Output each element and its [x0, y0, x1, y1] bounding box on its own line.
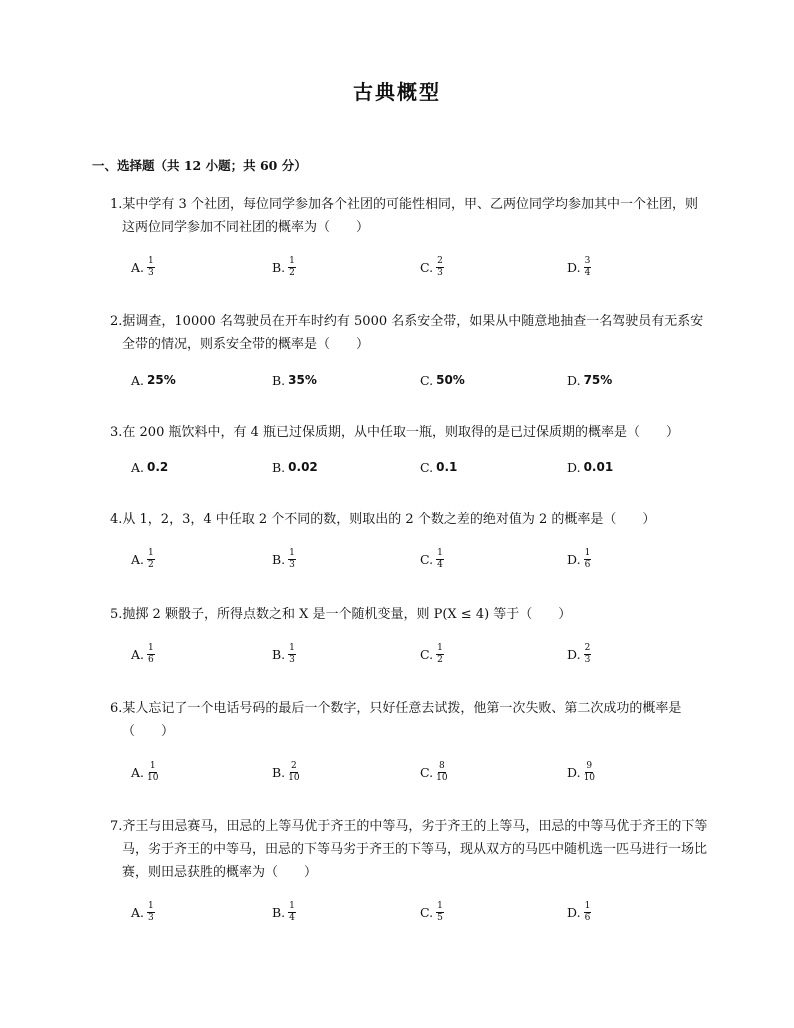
answer-option[interactable] — [272, 900, 296, 924]
fraction-numerator: 1 — [437, 900, 443, 911]
question-stem — [110, 603, 710, 626]
option-fraction — [147, 902, 155, 923]
question-stem — [110, 508, 710, 531]
option-fraction — [147, 257, 155, 278]
answer-option[interactable] — [420, 900, 444, 924]
answer-option[interactable] — [567, 760, 595, 784]
option-fraction — [288, 762, 299, 783]
answer-option[interactable] — [567, 255, 591, 279]
fraction-denominator: 6 — [584, 912, 591, 923]
answer-option[interactable] — [567, 368, 612, 392]
fraction-denominator: 10 — [288, 772, 300, 783]
question-text: 4.从 1，2，3，4 中任取 2 个不同的数，则取出的 2 个数之差的绝对值为 2 的概率是（ ） — [110, 512, 656, 527]
answer-option[interactable] — [272, 760, 300, 784]
option-label: B. — [272, 764, 286, 780]
answer-option[interactable] — [567, 642, 591, 666]
answer-option[interactable] — [420, 455, 457, 479]
option-label: A. — [131, 646, 145, 662]
option-label: D. — [567, 904, 581, 920]
option-label: D. — [567, 259, 581, 275]
fraction-denominator: 10 — [436, 772, 448, 783]
fraction-denominator: 3 — [584, 654, 591, 665]
option-row — [131, 455, 691, 479]
option-fraction — [436, 549, 444, 570]
option-label: B. — [272, 459, 286, 475]
option-label: A. — [131, 459, 145, 475]
question-stem — [110, 815, 710, 884]
option-label: A. — [131, 904, 145, 920]
fraction-numerator: 1 — [584, 900, 591, 911]
fraction-numerator: 3 — [584, 255, 591, 266]
fraction-numerator: 2 — [584, 642, 591, 653]
question-stem — [110, 421, 710, 444]
option-value: 75% — [583, 373, 613, 387]
option-value: 35% — [288, 373, 317, 387]
option-label: C. — [420, 551, 434, 567]
answer-option[interactable] — [131, 255, 155, 279]
option-label: D. — [567, 764, 581, 780]
fraction-denominator: 3 — [148, 912, 154, 923]
answer-option[interactable] — [131, 760, 158, 784]
option-fraction — [584, 257, 592, 278]
fraction-denominator: 3 — [148, 267, 154, 278]
option-fraction — [584, 549, 592, 570]
option-fraction — [584, 644, 592, 665]
option-fraction — [436, 644, 444, 665]
option-value: 25% — [147, 373, 176, 387]
answer-option[interactable] — [420, 760, 448, 784]
option-label: C. — [420, 646, 434, 662]
option-fraction — [288, 644, 296, 665]
option-label: D. — [567, 551, 581, 567]
question-text: 7.齐王与田忌赛马，田忌的上等马优于齐王的中等马，劣于齐王的上等马，田忌的中等马优于齐王的下等马，劣于齐王的中等马，田忌的下等马劣于齐王的下等马，现从双方的马匹中随机选一匹马进行一场比赛，则田忌获胜的概率为（ ） — [110, 819, 708, 880]
option-fraction — [288, 902, 296, 923]
fraction-denominator: 5 — [437, 912, 443, 923]
fraction-denominator: 4 — [289, 912, 295, 923]
option-fraction — [436, 902, 444, 923]
fraction-numerator: 1 — [289, 255, 295, 266]
fraction-numerator: 1 — [289, 547, 295, 558]
answer-option[interactable] — [131, 547, 155, 571]
option-label: B. — [272, 372, 286, 388]
answer-option[interactable] — [272, 642, 296, 666]
option-fraction — [288, 257, 296, 278]
option-row — [131, 368, 691, 392]
option-label: B. — [272, 551, 286, 567]
answer-option[interactable] — [131, 368, 176, 392]
option-label: C. — [420, 259, 434, 275]
option-fraction — [584, 762, 595, 783]
fraction-denominator: 2 — [437, 654, 443, 665]
answer-option[interactable] — [131, 455, 168, 479]
fraction-numerator: 1 — [148, 900, 154, 911]
fraction-numerator: 1 — [437, 547, 443, 558]
option-row — [131, 760, 691, 784]
option-label: D. — [567, 459, 581, 475]
answer-option[interactable] — [420, 547, 444, 571]
answer-option[interactable] — [131, 900, 155, 924]
option-label: B. — [272, 904, 286, 920]
option-fraction — [584, 902, 592, 923]
option-fraction — [147, 762, 158, 783]
answer-option[interactable] — [131, 642, 155, 666]
question-text: 6.某人忘记了一个电话号码的最后一个数字，只好任意去试拨，他第一次失败、第二次成功的概率是（ ） — [110, 701, 682, 739]
fraction-numerator: 2 — [437, 255, 443, 266]
question-stem — [110, 697, 710, 743]
section-heading: 一、选择题（共 12 小题；共 60 分） — [92, 158, 307, 173]
option-fraction — [436, 257, 444, 278]
fraction-numerator: 1 — [289, 900, 295, 911]
option-label: C. — [420, 372, 434, 388]
fraction-numerator: 1 — [148, 547, 154, 558]
answer-option[interactable] — [567, 455, 613, 479]
option-row — [131, 255, 691, 279]
option-label: A. — [131, 259, 145, 275]
question-text: 5.抛掷 2 颗骰子，所得点数之和 X 是一个随机变量，则 P(X ≤ 4) 等于（ ） — [110, 607, 572, 622]
option-label: C. — [420, 904, 434, 920]
option-fraction — [147, 644, 155, 665]
fraction-numerator: 8 — [438, 760, 445, 771]
fraction-denominator: 6 — [148, 654, 154, 665]
option-row — [131, 547, 691, 571]
option-label: C. — [420, 459, 434, 475]
option-fraction — [288, 549, 296, 570]
option-value: 0.02 — [288, 460, 318, 474]
question-text: 2.据调查，10000 名驾驶员在开车时约有 5000 名系安全带，如果从中随意地抽查一名驾驶员有无系安全带的情况，则系安全带的概率是（ ） — [110, 314, 704, 352]
fraction-numerator: 1 — [289, 642, 295, 653]
fraction-numerator: 2 — [291, 760, 297, 771]
question-stem — [110, 310, 710, 356]
option-label: B. — [272, 646, 286, 662]
fraction-numerator: 1 — [148, 642, 154, 653]
fraction-denominator: 4 — [437, 559, 443, 570]
answer-option[interactable] — [420, 255, 444, 279]
page-title: 古典概型 — [353, 80, 441, 104]
option-value: 0.01 — [583, 460, 614, 474]
option-label: C. — [420, 764, 434, 780]
fraction-numerator: 1 — [437, 642, 443, 653]
answer-option[interactable] — [272, 368, 317, 392]
answer-option[interactable] — [420, 368, 465, 392]
option-row — [131, 900, 691, 924]
answer-option[interactable] — [272, 547, 296, 571]
fraction-denominator: 4 — [584, 267, 591, 278]
option-fraction — [436, 762, 447, 783]
answer-option[interactable] — [567, 900, 591, 924]
question-text: 1.某中学有 3 个社团，每位同学参加各个社团的可能性相同，甲、乙两位同学均参加其中一个社团，则这两位同学参加不同社团的概率为（ ） — [110, 197, 698, 235]
option-value: 0.1 — [436, 460, 458, 474]
question-stem — [110, 193, 710, 239]
option-row — [131, 642, 691, 666]
fraction-numerator: 1 — [148, 255, 154, 266]
answer-option[interactable] — [272, 455, 318, 479]
answer-option[interactable] — [567, 547, 591, 571]
fraction-numerator: 9 — [586, 760, 593, 771]
option-value: 50% — [436, 373, 465, 387]
fraction-denominator: 3 — [289, 559, 295, 570]
answer-option[interactable] — [272, 255, 296, 279]
fraction-numerator: 1 — [584, 547, 591, 558]
option-label: A. — [131, 372, 145, 388]
fraction-denominator: 10 — [583, 772, 596, 783]
fraction-denominator: 3 — [289, 654, 295, 665]
question-text: 3.在 200 瓶饮料中，有 4 瓶已过保质期，从中任取一瓶，则取得的是已过保质期的概率是（ ） — [110, 425, 680, 440]
fraction-denominator: 3 — [437, 267, 443, 278]
option-label: B. — [272, 259, 286, 275]
option-fraction — [147, 549, 155, 570]
option-label: A. — [131, 764, 145, 780]
fraction-denominator: 10 — [147, 772, 159, 783]
fraction-numerator: 1 — [149, 760, 156, 771]
fraction-denominator: 6 — [584, 559, 591, 570]
fraction-denominator: 2 — [289, 267, 295, 278]
option-label: A. — [131, 551, 145, 567]
option-label: D. — [567, 646, 581, 662]
answer-option[interactable] — [420, 642, 444, 666]
fraction-denominator: 2 — [148, 559, 154, 570]
option-label: D. — [567, 372, 581, 388]
option-value: 0.2 — [147, 460, 169, 474]
